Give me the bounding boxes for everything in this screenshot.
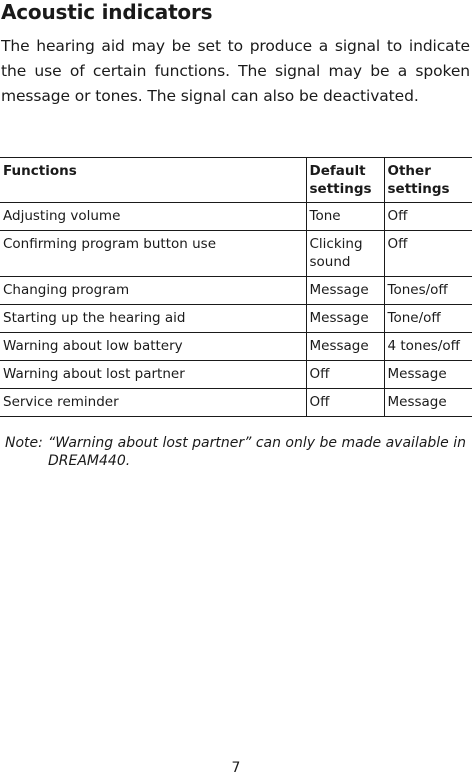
other-setting-cell: Tone/off [384, 305, 472, 333]
default-setting-cell: Message [306, 333, 384, 361]
function-cell: Warning about low battery [0, 333, 306, 361]
function-cell: Confirming program button use [0, 231, 306, 277]
table-row [0, 305, 472, 333]
other-setting-cell: Off [384, 231, 472, 277]
default-setting-cell: Message [306, 305, 384, 333]
table-header-row [0, 158, 472, 203]
table-row [0, 389, 472, 417]
header-default-settings: Default settings [306, 158, 384, 203]
default-setting-cell: Message [306, 277, 384, 305]
header-other-settings: Other settings [384, 158, 472, 203]
default-setting-cell: Off [306, 361, 384, 389]
function-cell: Service reminder [0, 389, 306, 417]
section-heading: Acoustic indicators [1, 0, 213, 24]
other-setting-cell: Tones/off [384, 277, 472, 305]
default-setting-cell: Tone [306, 203, 384, 231]
table-row [0, 333, 472, 361]
other-setting-cell: Message [384, 361, 472, 389]
note-text: “Warning about lost partner” can only be made available in DREAM440. [48, 435, 467, 469]
function-cell: Changing program [0, 277, 306, 305]
function-cell: Warning about lost partner [0, 361, 306, 389]
note-label: Note: [5, 435, 43, 451]
other-setting-cell: 4 tones/off [384, 333, 472, 361]
table-row [0, 277, 472, 305]
other-setting-cell: Message [384, 389, 472, 417]
table-row [0, 231, 472, 277]
function-cell: Adjusting volume [0, 203, 306, 231]
header-functions: Functions [0, 158, 306, 203]
other-setting-cell: Off [384, 203, 472, 231]
function-cell: Starting up the hearing aid [0, 305, 306, 333]
acoustic-indicators-table [0, 157, 472, 417]
page-number: 7 [231, 760, 241, 776]
table-row [0, 203, 472, 231]
default-setting-cell: Off [306, 389, 384, 417]
table-row [0, 361, 472, 389]
intro-paragraph: The hearing aid may be set to produce a signal to indicate the use of certain functions. The signal may be a spoken message or tones. The signal can also be deactivated. [1, 37, 470, 105]
default-setting-cell: Clicking sound [306, 231, 384, 277]
